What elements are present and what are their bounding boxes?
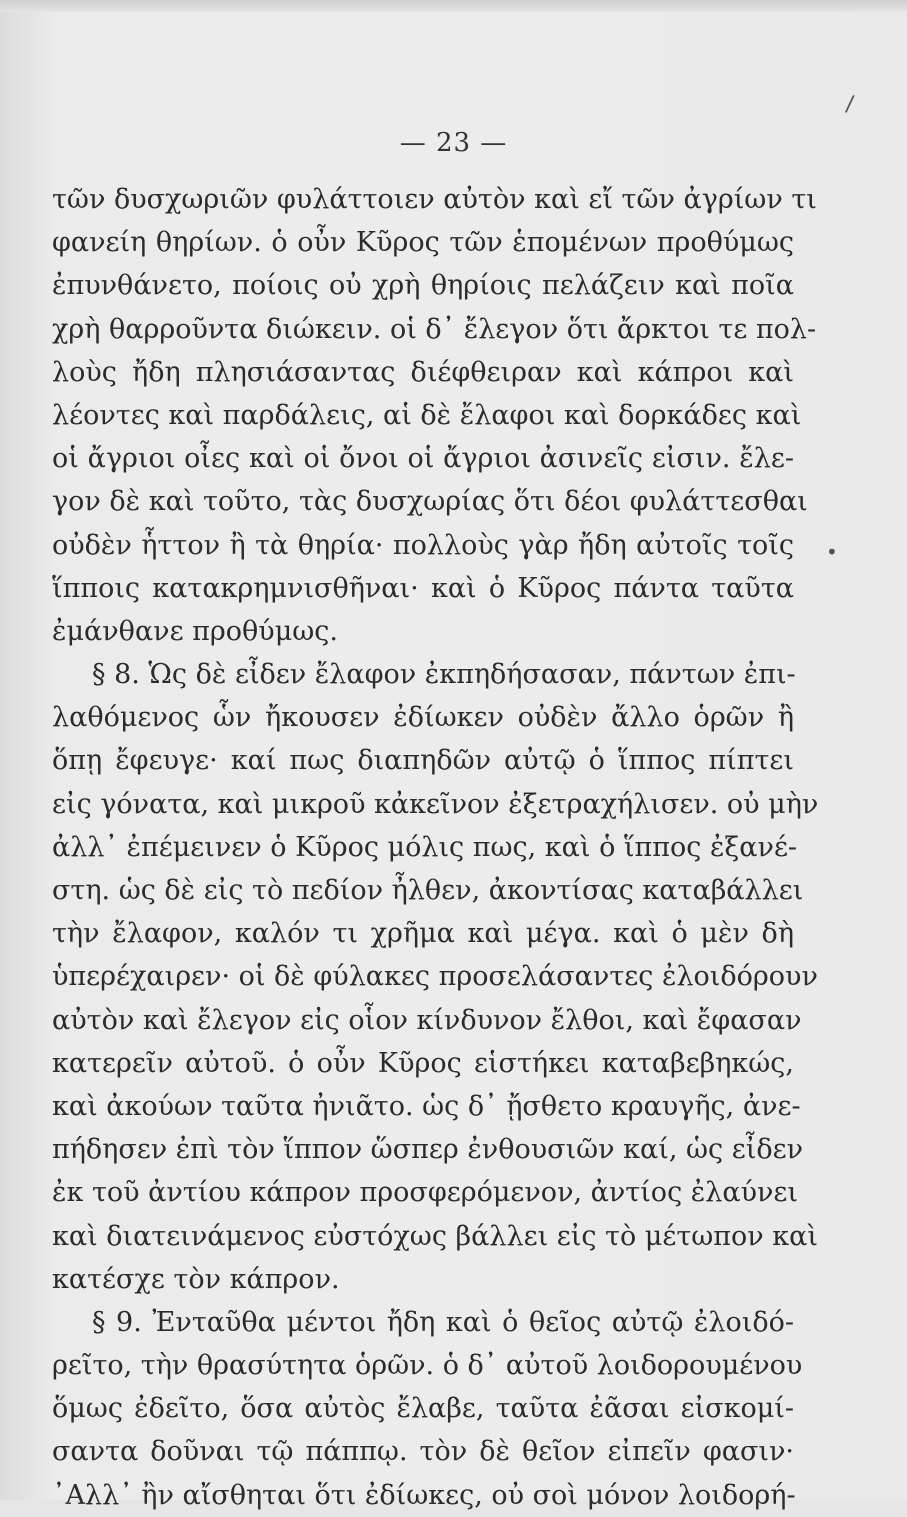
text-line: ρεῖτο, τὴν θρασύτητα ὁρῶν. ὁ δ᾽ αὐτοῦ λοιδορουμένου bbox=[52, 1350, 803, 1382]
text-line: κατερεῖν αὐτοῦ. ὁ οὖν Κῦρος εἱστήκει καταβεβηκώς, bbox=[52, 1047, 794, 1079]
text-line: ἐμάνθανε προθύμως. bbox=[52, 615, 338, 647]
text-line: ἐπυνθάνετο, ποίοις οὐ χρὴ θηρίοις πελάζειν καὶ ποῖα bbox=[52, 270, 794, 302]
text-line: σαντα δοῦναι τῷ πάππῳ. τὸν δὲ θεῖον εἰπεῖν φασιν· bbox=[52, 1436, 794, 1468]
text-line: πήδησεν ἐπὶ τὸν ἵππον ὥσπερ ἐνθουσιῶν καί, ὡς εἶδεν bbox=[52, 1134, 803, 1166]
text-line: § 9. Ἐνταῦθα μέντοι ἤδη καὶ ὁ θεῖος αὐτῷ ἐλοιδό- bbox=[92, 1306, 794, 1338]
text-line: στη. ὡς δὲ εἰς τὸ πεδίον ἦλθεν, ἀκοντίσας καταβάλλει bbox=[52, 875, 804, 906]
text-line: ὅμως ἐδεῖτο, ὅσα αὐτὸς ἔλαβε, ταῦτα ἐᾶσαι εἰσκομί- bbox=[52, 1393, 794, 1425]
text-line: ἀλλ᾽ ἐπέμεινεν ὁ Κῦρος μόλις πως, καὶ ὁ ἵππος ἐξανέ- bbox=[52, 831, 798, 863]
text-line: καὶ διατεινάμενος εὐστόχως βάλλει εἰς τὸ μέτωπον καὶ bbox=[52, 1220, 818, 1252]
text-line: καὶ ἀκούων ταῦτα ἠνιᾶτο. ὡς δ᾽ ᾔσθετο κραυγῆς, ἀνε- bbox=[52, 1090, 801, 1122]
text-line: κατέσχε τὸν κάπρον. bbox=[52, 1263, 340, 1295]
text-line: οἱ ἄγριοι οἶες καὶ οἱ ὄνοι οἱ ἄγριοι ἀσινεῖς εἰσιν. ἔλε- bbox=[52, 443, 794, 475]
text-line: τῶν δυσχωριῶν φυλάττοιεν αὐτὸν καὶ εἴ τῶν ἀγρίων τι bbox=[52, 184, 817, 215]
text-line: γον δὲ καὶ τοῦτο, τὰς δυσχωρίας ὅτι δέοι φυλάττεσθαι bbox=[52, 486, 808, 518]
text-line: ὑπερέχαιρεν· οἱ δὲ φύλακες προσελάσαντες ἐλοιδόρουν bbox=[52, 961, 818, 993]
text-line: λαθόμενος ὧν ἤκουσεν ἐδίωκεν οὐδὲν ἄλλο ὁρῶν ἢ bbox=[52, 702, 794, 734]
text-line: λοὺς ἤδη πλησιάσαντας διέφθειραν καὶ κάπροι καὶ bbox=[52, 356, 794, 388]
text-line: λέοντες καὶ παρδάλεις, αἱ δὲ ἔλαφοι καὶ δορκάδες καὶ bbox=[52, 399, 802, 431]
text-line: οὐδὲν ἧττον ἢ τὰ θηρία· πολλοὺς γὰρ ἤδη αὐτοῖς τοῖς bbox=[52, 529, 794, 561]
page-top-edge bbox=[0, 0, 907, 12]
margin-pencil-mark: / bbox=[844, 91, 856, 118]
text-line: ᾽Αλλ᾽ ἢν αἴσθηται ὅτι ἐδίωκες, οὐ σοὶ μόνον λοιδορή- bbox=[52, 1479, 796, 1511]
text-line: φανείη θηρίων. ὁ οὖν Κῦρος τῶν ἑπομένων προθύμως bbox=[52, 227, 794, 259]
text-line: τὴν ἔλαφον, καλόν τι χρῆμα καὶ μέγα. καὶ ὁ μὲν δὴ bbox=[52, 918, 794, 950]
text-line: χρὴ θαρροῦντα διώκειν. οἱ δ᾽ ἔλεγον ὅτι ἄρκτοι τε πολ- bbox=[52, 313, 817, 345]
text-line: § 8. Ὡς δὲ εἶδεν ἔλαφον ἐκπηδήσασαν, πάντων ἐπι- bbox=[92, 659, 796, 691]
text-line: αὐτὸν καὶ ἔλεγον εἰς οἷον κίνδυνον ἔλθοι, καὶ ἔφασαν bbox=[52, 1004, 802, 1036]
text-line: ἐκ τοῦ ἀντίου κάπρον προσφερόμενον, ἀντίος ἐλαύνει bbox=[52, 1177, 799, 1209]
text-line: εἰς γόνατα, καὶ μικροῦ κἀκεῖνον ἐξετραχήλισεν. οὐ μὴν bbox=[52, 788, 819, 820]
text-line: ἵπποις κατακρημνισθῆναι· καὶ ὁ Κῦρος πάντα ταῦτα bbox=[52, 572, 794, 604]
page-number: — 23 — bbox=[399, 128, 508, 158]
margin-dot-mark: • bbox=[826, 540, 838, 564]
text-line: ὅπῃ ἔφευγε· καί πως διαπηδῶν αὐτῷ ὁ ἵππος πίπτει bbox=[52, 745, 794, 777]
body-text bbox=[52, 178, 819, 1517]
